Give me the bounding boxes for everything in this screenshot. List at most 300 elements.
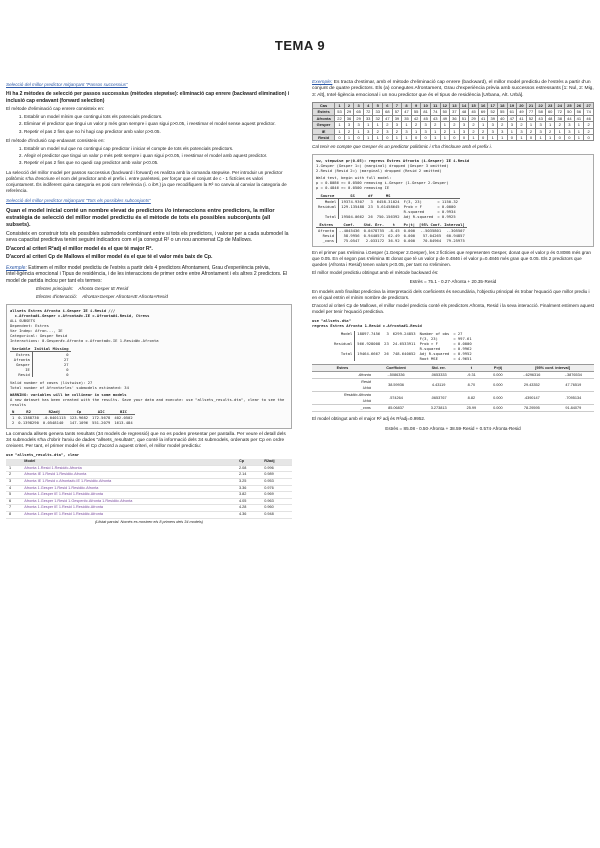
cell: Total <box>332 351 355 356</box>
equation-backward: Estrès = 75.1 - 0.27·Afronta + 20.35·Resid <box>409 279 497 285</box>
grid-cell: 3 <box>392 122 402 128</box>
table-row <box>6 492 292 499</box>
column-header: Std. err. <box>419 365 458 372</box>
cell: = 4.9651 <box>453 356 472 362</box>
cell: Afronta <box>312 372 373 379</box>
grid-cell: 2 <box>450 122 460 128</box>
coefficient-table-final <box>312 364 594 412</box>
grid-cell: 2 <box>584 122 594 128</box>
grid-cell: 1 <box>536 134 546 140</box>
cell: = 0.9934 <box>437 208 456 214</box>
cell: 38.59936 <box>373 379 419 392</box>
anova-table-final <box>332 331 474 361</box>
dataset-saved-note: A new dataset has been created with the results. Save your data and execute: use "allsets_results.dta", clear to see the results <box>10 396 285 407</box>
table-row <box>10 420 135 425</box>
grid-cell: 41 <box>574 115 584 121</box>
grid-cell: 25 <box>565 102 575 108</box>
column-header: [95% conf. interval] <box>511 365 594 372</box>
grid-cell: 81 <box>421 109 431 115</box>
main-effects-label: Efectes principals: <box>36 286 74 292</box>
grid-cell: 1 <box>574 128 584 134</box>
stata-line: Categorical: Gesper Resid <box>10 332 68 338</box>
cell: 57.04265 <box>422 232 442 238</box>
grid-cell: 53 <box>335 109 345 115</box>
right-column <box>312 78 594 435</box>
grid-cell: 1 <box>440 134 450 140</box>
example-label: Exemple: <box>312 80 333 85</box>
table-row <box>312 392 594 405</box>
grid-cell: 3 <box>354 102 364 108</box>
grid-cell: 32 <box>373 115 383 121</box>
grid-cell: 2 <box>344 128 354 134</box>
cell: Afronta 1.Gesper IE 1.Resid 1.Resid#c.Afronta <box>21 512 236 519</box>
cell: 129.135488 <box>341 203 365 209</box>
stepwise-note: La selecció del millor model per passos successius (backward i forward) es realitza amb la comanda stepwise. Per introduir un predictor politòmic s'ha d'escriure el nom del predictor amb el prefix i. entre parèntesi, per forçar que el conjunt de c - 1 fictícies es valori conjuntament. És indiferent quina categoria es posi com referència (i. o ib#.) ja que recodifiquem la R² no canvia al canviar la categoria de referència. <box>6 169 287 194</box>
grid-cell: 1 <box>526 122 536 128</box>
grid-cell: 37 <box>450 109 460 115</box>
cell: 29.43352 <box>511 379 552 392</box>
cell: 58.9956 <box>343 232 360 238</box>
grid-cell: 3 <box>344 122 354 128</box>
grid-cell: 1 <box>430 128 440 134</box>
grid-cell: 2 <box>517 122 527 128</box>
cell: 2.033172 <box>365 237 385 243</box>
column-header: Cp <box>68 409 90 415</box>
cell: 62.49 <box>388 232 400 238</box>
grid-cell: 43 <box>536 115 546 121</box>
cell: 1 <box>6 465 21 472</box>
column-header: Coef. <box>337 222 362 228</box>
grid-cell: 1 <box>555 128 565 134</box>
left-column <box>6 78 292 525</box>
backward-step: 1. Establir un model mínim que contingui tots els potencials predictors. <box>24 114 292 120</box>
cell: 3.82 <box>236 492 261 499</box>
use-command: use "allsets_results.dta", clear <box>6 452 80 458</box>
cell: 147.1096 <box>69 419 89 425</box>
grid-cell: 8 <box>402 102 412 108</box>
grid-cell: 1 <box>363 134 373 140</box>
grid-cell: 18 <box>497 102 507 108</box>
cell: Adj R-squared <box>419 351 450 357</box>
grid-cell: 0 <box>459 134 469 140</box>
grid-cell: 39 <box>488 115 498 121</box>
grid-cell: 10 <box>421 102 431 108</box>
table-row <box>10 414 135 420</box>
grid-cell: 3 <box>565 122 575 128</box>
grid-cell: 0 <box>478 134 488 140</box>
submodels-caption: (Llistat parcial. Només es mostren els 8 primers dels 34 models) <box>94 519 204 524</box>
grid-cell: 43 <box>430 115 440 121</box>
grid-cell: 6 <box>383 102 393 108</box>
allsets-r2-criterion: D'acord al criteri R²adj el millor model és el que té major R². <box>6 245 153 252</box>
grid-cell: 29 <box>344 109 354 115</box>
grid-cell: 13 <box>450 102 460 108</box>
cell: 6299.24853 <box>392 331 416 337</box>
stepwise-lead: Hi ha 2 mètodes de selecció per passos successius (mètodes stepwise): eliminació cap enrere (backward elimination) i inclusió cap endavant (forward selection) <box>6 91 290 104</box>
cell: .4390147 <box>511 392 552 405</box>
backward-step: 2. Eliminar el predictor que tingui un valor p més gran sempre i quan sigui p>0.05, i reestimar el model sense aquest predictor. <box>24 121 292 127</box>
interaction-effects-terms: Afronta×Gesper Afronta×IE Afronta×Resid <box>82 294 168 300</box>
grid-cell: 2 <box>392 128 402 134</box>
cell: 3.273813 <box>419 405 458 412</box>
cell <box>332 356 355 361</box>
column-header: AIC <box>90 409 112 415</box>
data-grid <box>312 102 594 141</box>
grid-cell: Resid <box>313 134 335 140</box>
cell: Model <box>332 331 355 336</box>
grid-cell: 33 <box>373 109 383 115</box>
cell: 6 <box>6 498 21 505</box>
cell: 78.29595 <box>511 405 552 412</box>
column-header: Coefficient <box>373 365 419 372</box>
grid-cell: 1 <box>574 122 584 128</box>
grid-cell: 2 <box>344 102 354 108</box>
stata-line: Var Indep: Afron..., IE <box>10 327 63 333</box>
cell: -8.45 <box>388 227 400 233</box>
final-r2-note: El model obtingut amb el major R² adj és R²adj=0.9952. <box>312 416 426 422</box>
grid-cell: 41 <box>478 115 488 121</box>
cell: 25.99 <box>458 405 485 412</box>
forward-step: 3. Repetir el pas 2 fins que no quedi cap predictor amb valor p<0.05. <box>24 160 292 166</box>
cell <box>391 356 418 361</box>
cell: Afronta IE 1.Resid 1.Resid#c.Afronta <box>21 472 236 479</box>
cell: 60.94857 <box>446 232 465 238</box>
column-header: R2adj <box>261 459 292 465</box>
cell: 7 <box>6 505 21 512</box>
submodel-results-table <box>10 409 135 425</box>
grid-cell: 3 <box>421 128 431 134</box>
grid-cell: 0 <box>354 134 364 140</box>
grid-cell: 0 <box>335 134 345 140</box>
cell: .0653333 <box>419 372 458 379</box>
cell: = 0.0000 <box>437 203 456 209</box>
cell: 0 <box>66 366 69 372</box>
column-header: Model <box>21 459 236 465</box>
cell: 2 <box>12 419 15 425</box>
cell: 91.84079 <box>553 405 594 412</box>
cell: = 0.9925 <box>437 213 456 219</box>
column-header: P>|t| <box>403 221 416 227</box>
cell: 0.000 <box>485 405 512 412</box>
stata-line: Interactions: 0.Gesper#c.Afronta c.Afronta#c.IE 1.Resid#c.Afronta <box>10 337 159 343</box>
grid-cell: 3 <box>459 128 469 134</box>
cell: 3 <box>386 331 389 337</box>
cell: 0.948 <box>261 512 292 519</box>
grid-cell: 24 <box>555 102 565 108</box>
cell: R-squared <box>419 346 441 352</box>
cell: 3.36 <box>236 485 261 492</box>
cell: 0.996 <box>261 465 292 472</box>
grid-cell: 49 <box>440 115 450 121</box>
grid-cell: 1 <box>440 122 450 128</box>
cell: 85.06837 <box>373 405 419 412</box>
cell: _cons <box>316 238 337 243</box>
cell: 0.9440571 <box>363 232 385 238</box>
grid-cell: 36 <box>450 115 460 121</box>
grid-cell: 1 <box>373 122 383 128</box>
cell: 0.960 <box>261 505 292 512</box>
grid-cell: 16 <box>478 102 488 108</box>
use-command: use "allsets.dta" <box>312 318 351 324</box>
grid-cell: 3 <box>354 122 364 128</box>
column-header: R2 <box>16 409 41 415</box>
grid-cell: 7 <box>392 102 402 108</box>
cell <box>355 356 382 361</box>
cell: 26 <box>368 213 373 219</box>
wald-begin: Wald test, begin with full model: <box>316 174 392 180</box>
cell: Prob > F <box>419 341 438 347</box>
table-row <box>316 214 460 219</box>
table-row <box>316 238 467 243</box>
grid-cell: 47 <box>383 115 393 121</box>
column-header: [95% Conf. Interval] <box>419 221 465 227</box>
grid-cell: 2 <box>497 122 507 128</box>
page-title: TEMA 9 <box>274 38 326 53</box>
column-header: N <box>12 408 15 414</box>
cell: 2.08 <box>236 465 261 472</box>
grid-cell: 29 <box>469 115 479 121</box>
cell: 4.05 <box>236 498 261 505</box>
grid-cell: 11 <box>430 102 440 108</box>
grid-cell: 26 <box>574 102 584 108</box>
cell: 1 <box>12 414 15 420</box>
table-row <box>6 479 292 486</box>
table-row <box>332 356 474 361</box>
stata-command: allsets Estres Afronta i.Gesper IE i.Resid /// c.Afronta#i.Gesper c.Afronta#c.IE c.Afronta#i.Resid, Ctress <box>10 307 150 318</box>
grid-cell: 3 <box>488 122 498 128</box>
cell: Resid <box>10 372 32 377</box>
column-header: MS <box>375 193 402 199</box>
cell: F(3, 23) <box>403 198 422 204</box>
cell: Adj R-squared <box>403 213 434 219</box>
cell: 75.0547 <box>343 237 360 243</box>
cell: 0.000 <box>485 379 512 392</box>
grid-cell: 1 <box>402 122 412 128</box>
table-row <box>10 372 71 377</box>
cell: 0 <box>66 371 69 377</box>
grid-cell: 5 <box>373 102 383 108</box>
column-header: Source <box>316 193 339 199</box>
allsets-explanation: La comanda allsets genera tants resultats (34 models de regressió) que no es poden presentar per pantalla. Per veure el detall dels 34 submodels s'ha d'obrir l'arxiu de dades "allsets_resultats", que conté la informació dels 34 submodels, ordenats per Cp en ordre creixent. Per tant, el primer model és el Cp d'acord a aquest criteri, el millor model predictiu: <box>6 431 286 450</box>
cell: Afronta 1.Resid 1.Resid#c.Afronta <box>21 465 236 472</box>
grid-cell: 1 <box>402 134 412 140</box>
grid-cell: 42 <box>411 115 421 121</box>
grid-cell: 0 <box>450 134 460 140</box>
cell: 19504.0662 <box>341 213 365 219</box>
column-header: df <box>368 192 373 198</box>
cell: 0.953 <box>261 479 292 486</box>
grid-cell: 1 <box>335 102 345 108</box>
valid-cases: Valid number of cases (listwise): 27 <box>10 379 93 385</box>
cell: Number of obs <box>419 331 450 337</box>
cell: 47.76519 <box>553 379 594 392</box>
cell: Root MSE <box>419 356 438 362</box>
cell: 0.000 <box>485 392 512 405</box>
grid-cell: 55 <box>411 109 421 115</box>
grid-cell: 40 <box>497 115 507 121</box>
cell: 23 <box>368 203 373 209</box>
grid-cell: 74 <box>430 109 440 115</box>
interaction-effects-label: Efectes d'interacció: <box>36 294 77 300</box>
equation-final: Estrès = 85.08 - 0.50·Afronta + 38.59·Resid + 0.574·Afronta·Resid <box>385 425 521 431</box>
grid-cell: 1 <box>450 128 460 134</box>
cell: Gesper <box>10 362 32 367</box>
grid-cell: 65 <box>354 109 364 115</box>
grid-cell: 0 <box>584 134 594 140</box>
cell: F(3, 23) <box>419 336 438 342</box>
grid-cell: 1 <box>344 134 354 140</box>
cell: 4.43119 <box>419 379 458 392</box>
grid-cell: 1 <box>488 134 498 140</box>
cell: 0.1388730 <box>18 414 39 420</box>
grid-cell: 55 <box>497 109 507 115</box>
cell: 27 <box>64 361 69 367</box>
grid-cell: 69 <box>478 109 488 115</box>
grid-cell: 3 <box>402 128 412 134</box>
grid-cell: 48 <box>545 115 555 121</box>
cell: = 1150.32 <box>437 198 458 204</box>
table-row <box>6 485 292 492</box>
grid-cell: 2 <box>478 128 488 134</box>
cell: Afronta 1.Gesper IE 1.Resid 1.Resid#c.Afronta <box>21 505 236 512</box>
cell: Model <box>316 198 339 204</box>
cell: 6458.31024 <box>376 198 400 204</box>
grid-cell: 3 <box>536 122 546 128</box>
table-row <box>312 379 594 392</box>
cell: 8.70 <box>458 379 485 392</box>
cell: -9.31 <box>458 372 485 379</box>
grid-cell: 0 <box>421 134 431 140</box>
grid-cell: 52 <box>488 109 498 115</box>
cell: 27 <box>64 356 69 362</box>
cell: 0.000 <box>403 227 416 233</box>
cell: 4 <box>6 485 21 492</box>
grid-cell: 22 <box>536 102 546 108</box>
grid-cell: 2 <box>584 128 594 134</box>
cell: 0.989 <box>261 472 292 479</box>
grid-cell: 0 <box>507 134 517 140</box>
cell: .574264 <box>373 392 419 405</box>
stata-line: 2.Resid (Resid 2=) (marginal) dropped (Resid 2 omitted) <box>316 167 442 173</box>
grid-cell: 1 <box>478 122 488 128</box>
column-header: P>|t| <box>485 365 512 372</box>
forward-intro: El mètode d'inclusió cap endavant consisteix en: <box>6 137 105 143</box>
grid-cell: 2 <box>555 122 565 128</box>
cell: 551.2079 <box>92 419 111 425</box>
forward-step: 1. Establir un model nul que no contingui cap predictor i iniciar el compte de tots els potencials predictors. <box>24 146 292 152</box>
cell: 19464.6667 <box>357 351 381 357</box>
grid-cell: 60 <box>545 109 555 115</box>
cell: 0 <box>66 351 69 357</box>
grid-cell: 52 <box>526 115 536 121</box>
grid-cell: 47 <box>507 115 517 121</box>
grid-cell: 50 <box>565 109 575 115</box>
grid-cell: 45 <box>469 109 479 115</box>
grid-cell: 2 <box>469 128 479 134</box>
column-header: Variable <box>12 345 31 351</box>
cell: 8.82 <box>458 392 485 405</box>
cell: IE <box>10 367 32 372</box>
cell: 0.000 <box>403 232 416 238</box>
grid-cell: 14 <box>459 102 469 108</box>
column-header: t <box>458 365 485 372</box>
interaction-effects <box>36 294 292 300</box>
interpretation-note: En models amb finalitat predictiva la interpretació dels coeficients és secundària, l'objectiu principal és trobar l'equació que millor prediu i en el qual entrin el mínim nombre de predictors. <box>312 288 590 300</box>
cell: -0.0401115 <box>42 414 66 420</box>
cell: Total <box>316 214 339 219</box>
cell: 748.640052 <box>392 351 416 357</box>
grid-cell: 17 <box>488 102 498 108</box>
coefficient-table <box>316 222 467 243</box>
cell: 0.963 <box>261 498 292 505</box>
grid-cell: 49 <box>517 109 527 115</box>
cell: 79.25975 <box>446 237 465 243</box>
grid-cell: 74 <box>584 109 594 115</box>
cell: -.4045436 <box>339 227 360 233</box>
anova-table <box>316 193 460 219</box>
cell: Resid Urbà <box>312 379 373 392</box>
allsets-lead: Quan el model inicial conté un nombre elevat de predictors i/o interaccions entre predictors, la millor estratègia de selecció del millor model predictiu és el mètode de tots els possibles subconjunts (all subsets). <box>6 207 275 228</box>
grid-cell: 3 <box>383 128 393 134</box>
section-heading-stepwise: Selecció del millor predictor mitjançant "Passos successius" <box>6 82 128 87</box>
cell: 26 <box>384 351 389 357</box>
cell: Estres <box>10 351 32 357</box>
regress-command: regress Estres Afronta 1.Resid c.Afronta#1.Resid <box>312 323 422 329</box>
grid-cell: 1 <box>411 128 421 134</box>
grid-cell: 58 <box>536 109 546 115</box>
grid-cell: 56 <box>574 109 584 115</box>
cell: 8 <box>6 512 21 519</box>
removal-step: p = 0.4846 >= 0.0500 removing IE <box>316 184 390 190</box>
grid-cell: 41 <box>517 115 527 121</box>
forward-step: 2. Afegir el predictor que tingui un valor p més petit sempre i quan sigui p<0.05, i reestimar el model amb aquest predictor. <box>24 153 292 159</box>
table-row <box>312 372 594 379</box>
example-paragraph <box>312 80 594 99</box>
cell: 0.969 <box>261 492 292 499</box>
grid-cell: Cas <box>313 102 335 108</box>
grid-cell: IE <box>313 128 335 134</box>
grid-cell: 15 <box>469 102 479 108</box>
grid-cell: 3 <box>507 122 517 128</box>
cell: Prob > F <box>403 203 422 209</box>
cell: 36.92 <box>388 237 400 243</box>
grid-cell: 77 <box>526 109 536 115</box>
cell: = 27 <box>453 331 463 337</box>
grid-cell: 1 <box>430 134 440 140</box>
cell: 0.0548140 <box>42 419 64 425</box>
grid-cell: 2 <box>469 122 479 128</box>
stepwise-command: sw, stepwise pr(0.05): regress Estres Afronta (i.Gesper) IE i.Resid <box>316 157 470 163</box>
grid-cell: 1 <box>497 134 507 140</box>
grid-cell: 0 <box>555 134 565 140</box>
table-row <box>6 512 292 519</box>
grid-cell: 45 <box>421 115 431 121</box>
grid-cell: 20 <box>517 102 527 108</box>
grid-cell: 1 <box>507 128 517 134</box>
grid-cell: 1 <box>363 122 373 128</box>
grid-cell: 39 <box>392 115 402 121</box>
backward-steps <box>6 114 292 135</box>
cell: 0.000 <box>403 237 416 243</box>
stepwise-explanation: En el primer pas s'elimina i.Gesper (1.Gesper 2.Gesper), les 2 fictícies que representen Gesper, donat que el valor p és 0.8086 més gran que 0.05. En el segon pas s'elimina IE donat que té un valor p de 0.4846 i el valor p=0.4846 més gran que 0.05. Els 2 predictors que queden (Afronta i Resid) tenen valors p<0.05, per tant no s'eliminen. <box>312 249 591 267</box>
grid-cell: 36 <box>344 115 354 121</box>
grid-cell: Estrès <box>313 109 335 115</box>
stata-output-stepwise <box>312 154 594 247</box>
cell: -.5035801 <box>420 227 442 233</box>
grid-cell: 2 <box>440 128 450 134</box>
grid-cell: 2 <box>526 128 536 134</box>
cell: -.305507 <box>446 227 465 233</box>
